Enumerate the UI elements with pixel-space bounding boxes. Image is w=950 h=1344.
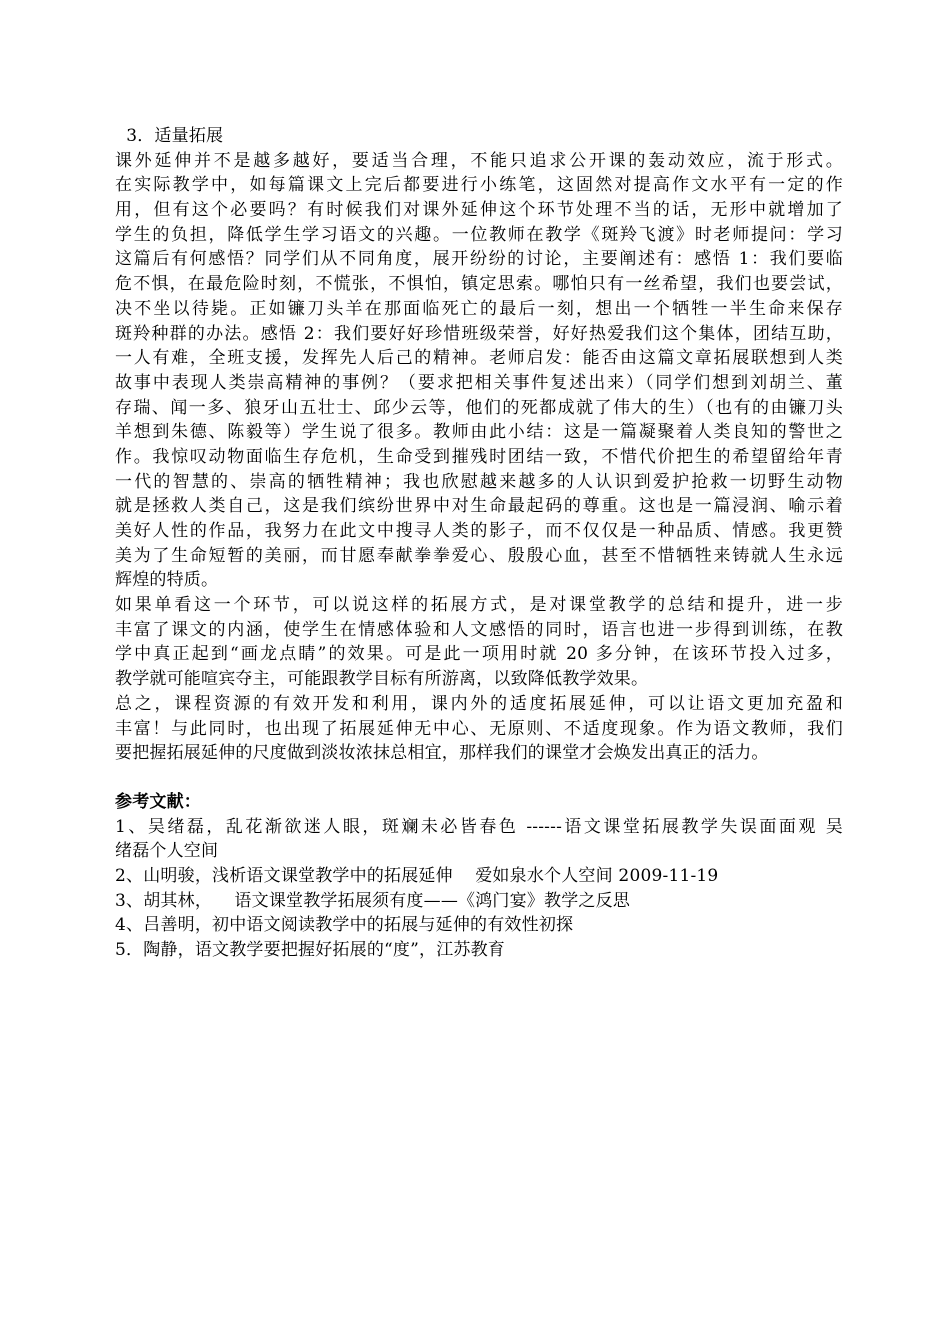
reference-item: 5．陶静，语文教学要把握好拓展的“度”，江苏教育 [115,940,505,960]
text-line: 美好人性的作品，我努力在此文中搜寻人类的影子，而不仅仅是一种品质、情感。我更赞 [115,521,843,541]
text-line: 危不惧，在最危险时刻，不慌张，不惧怕，镇定思索。哪怕只有一丝希望，我们也要尝试， [115,274,843,295]
references-heading: 参考文献： [115,791,201,812]
text-line: 一代的智慧的、崇高的牺牲精神；我也欣慰越来越多的人认识到爱护抢救一切野生动物 [115,471,843,492]
references-list [115,815,843,963]
paragraph-3 [115,692,843,766]
text-line: 作。我惊叹动物面临生存危机，生命受到摧残时团结一致，不惜代价把生的希望留给年青 [115,446,843,467]
text-line: 决不坐以待毙。正如镰刀头羊在那面临死亡的最后一刻，想出一个牺牲一半生命来保存 [115,298,843,319]
document-page [115,124,843,963]
paragraph-2 [115,593,843,692]
text-line: 羊想到朱德、陈毅等）学生说了很多。教师由此小结：这是一篇凝聚着人类良知的警世之 [115,422,843,443]
text-line: 教学就可能喧宾夺主，可能跟教学目标有所游离，以致降低教学效果。 [115,669,649,690]
text-line: 丰富！与此同时，也出现了拓展延伸无中心、无原则、不适度现象。作为语文教师，我们 [115,718,843,739]
reference-item: 3、胡其林， 语文课堂教学拓展须有度——《鸿门宴》教学之反思 [115,890,631,911]
text-line: 这篇后有何感悟？同学们从不同角度，展开纷纷的讨论，主要阐述有：感悟 1：我们要临 [115,249,843,270]
text-line: 学生的负担，降低学生学习语文的兴趣。一位教师在教学《斑羚飞渡》时老师提问：学习 [115,224,843,245]
text-line: 总之，课程资源的有效开发和利用，课内外的适度拓展延伸，可以让语文更加充盈和 [115,693,843,714]
text-line: 就是拯救人类自己，这是我们缤纷世界中对生命最起码的尊重。这也是一篇浸润、喻示着 [115,496,843,517]
text-line: 辉煌的特质。 [115,570,219,591]
text-line: 存瑞、闻一多、狼牙山五壮士、邱少云等，他们的死都成就了伟大的生）（也有的由镰刀头 [115,397,843,418]
text-line: 用，但有这个必要吗？有时候我们对课外延伸这个环节处理不当的话，无形中就增加了 [115,200,843,221]
reference-item: 1、吴绪磊，乱花渐欲迷人眼，斑斓未必皆春色 ------语文课堂拓展教学失误面面观 吴 [115,816,843,837]
text-line: 丰富了课文的内涵，使学生在情感体验和人文感悟的同时，语言也进一步得到训练，在教 [115,619,843,640]
reference-item: 2、山明骏，浅析语文课堂教学中的拓展延伸 爱如泉水个人空间 2009-11-19 [115,865,719,886]
text-line: 要把握拓展延伸的尺度做到淡妆浓抹总相宜，那样我们的课堂才会焕发出真正的活力。 [115,743,769,764]
text-line: 学中真正起到“画龙点睛”的效果。可是此一项用时就 20 多分钟，在该环节投入过多， [115,644,843,665]
reference-item: 绪磊个人空间 [115,841,219,862]
section-heading: 3．适量拓展 [115,126,224,146]
reference-item: 4、吕善明，初中语文阅读教学中的拓展与延伸的有效性初探 [115,915,574,936]
text-line: 斑羚种群的办法。感悟 2：我们要好好珍惜班级荣誉，好好热爱我们这个集体，团结互助， [115,323,843,344]
text-line: 美为了生命短暂的美丽，而甘愿奉献拳拳爱心、殷殷心血，甚至不惜牺牲来铸就人生永远 [115,545,843,566]
text-line: 如果单看这一个环节，可以说这样的拓展方式，是对课堂教学的总结和提升，进一步 [115,595,843,616]
paragraph-1 [115,149,843,593]
text-line: 在实际教学中，如每篇课文上完后都要进行小练笔，这固然对提高作文水平有一定的作 [115,175,843,196]
text-line: 故事中表现人类崇高精神的事例？（要求把相关事件复述出来）（同学们想到刘胡兰、董 [115,372,843,393]
text-line: 课外延伸并不是越多越好，要适当合理，不能只追求公开课的轰动效应，流于形式。 [115,150,843,171]
text-line: 一人有难，全班支援，发挥先人后己的精神。老师启发：能否由这篇文章拓展联想到人类 [115,348,843,369]
